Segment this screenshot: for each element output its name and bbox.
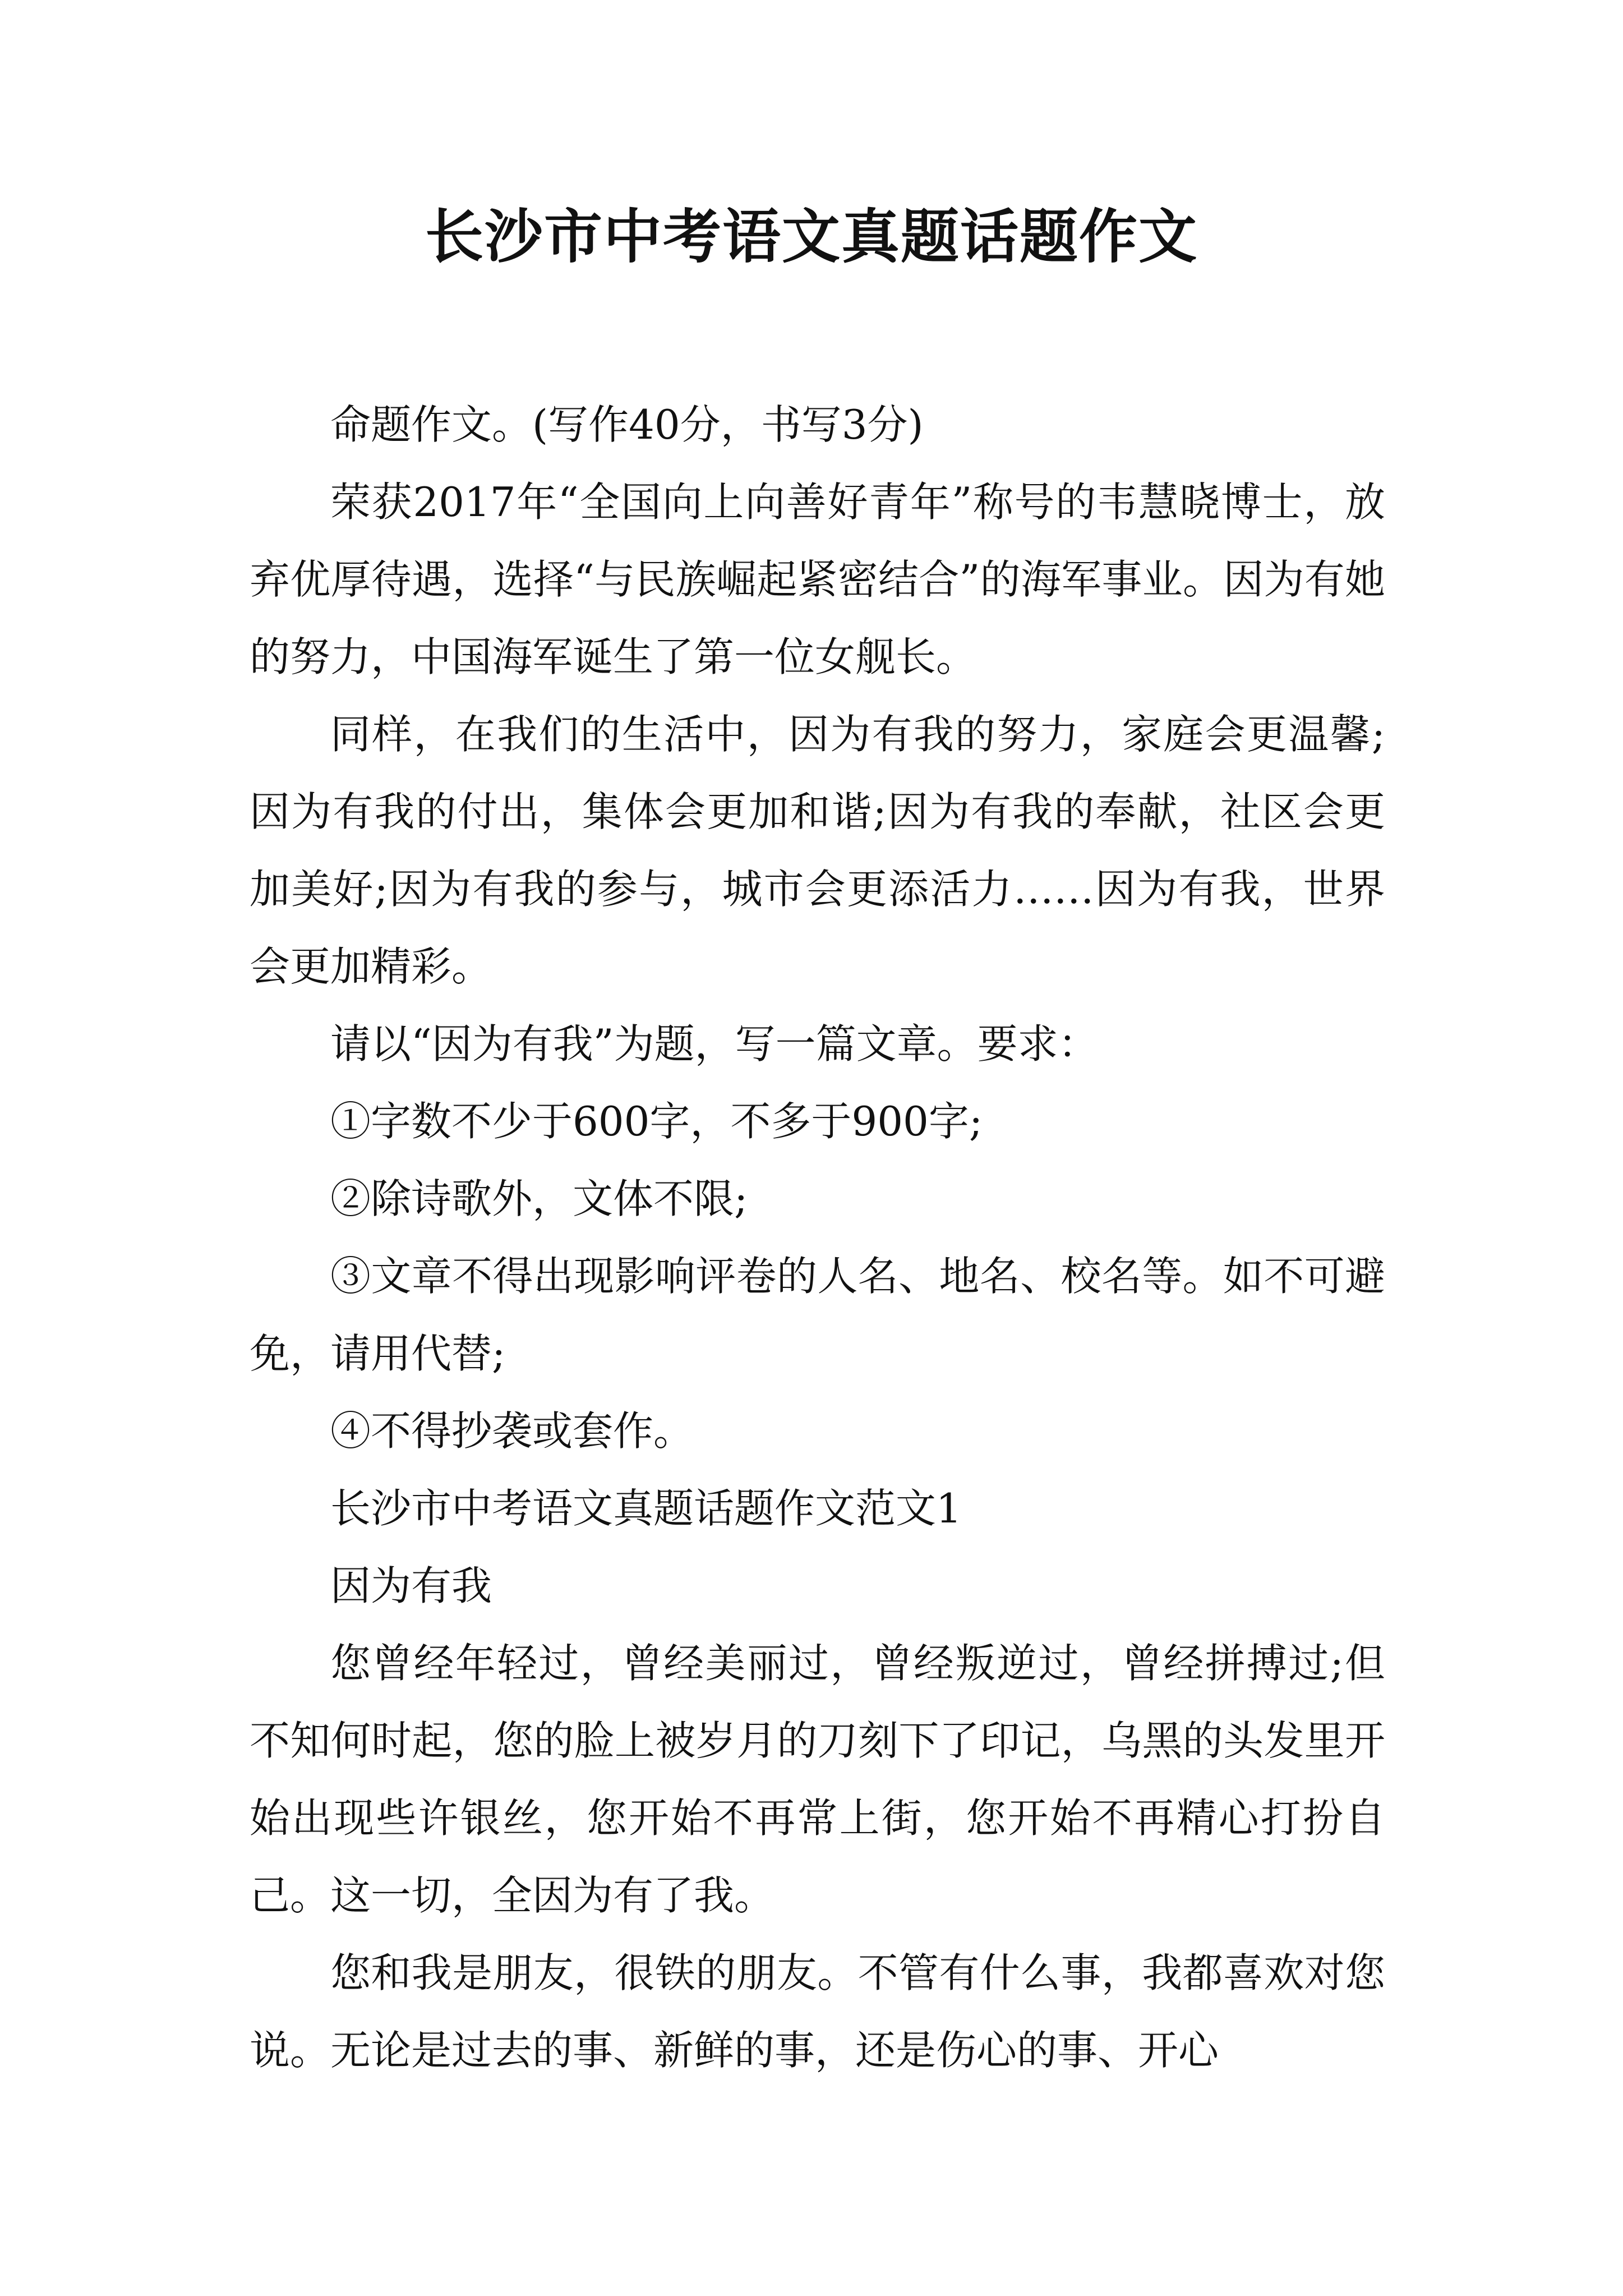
requirement-3: ③文章不得出现影响评卷的人名、地名、校名等。如不可避免，请用代替; — [250, 1253, 1385, 1377]
prompt-paragraph-2: 同样，在我们的生活中，因为有我的努力，家庭会更温馨;因为有我的付出，集体会更加和谐;因为有我的奉献，社区会更加美好;因为有我的参与，城市会更添活力……因为有我，世界会更加精彩。 — [250, 711, 1385, 990]
document-body — [250, 386, 1385, 2089]
prompt-intro: 命题作文。(写作40分，书写3分) — [330, 401, 924, 448]
sample-heading: 长沙市中考语文真题话题作文范文1 — [330, 1485, 962, 1532]
sample-title: 因为有我 — [330, 1562, 492, 1609]
prompt-instruction: 请以“因为有我”为题，写一篇文章。要求： — [330, 1020, 1099, 1068]
essay-paragraph-1: 您曾经年轻过，曾经美丽过，曾经叛逆过，曾经拼搏过;但不知何时起，您的脸上被岁月的刀刻下了印记，乌黑的头发里开始出现些许银丝，您开始不再常上街，您开始不再精心打扮自己。这一切，全因为有了我。 — [250, 1640, 1385, 1919]
document-title: 长沙市中考语文真题话题作文 — [425, 202, 1198, 271]
essay-paragraph-2: 您和我是朋友，很铁的朋友。不管有什么事，我都喜欢对您说。无论是过去的事、新鲜的事，还是伤心的事、开心 — [250, 1949, 1385, 2074]
requirement-1: ①字数不少于600字，不多于900字; — [330, 1098, 983, 1145]
requirement-2: ②除诗歌外，文体不限; — [330, 1175, 748, 1222]
requirement-4: ④不得抄袭或套作。 — [330, 1407, 694, 1455]
prompt-paragraph-1: 荣获2017年“全国向上向善好青年”称号的韦慧晓博士，放弃优厚待遇，选择“与民族崛起紧密结合”的海军事业。因为有她的努力，中国海军诞生了第一位女舰长。 — [250, 478, 1385, 680]
